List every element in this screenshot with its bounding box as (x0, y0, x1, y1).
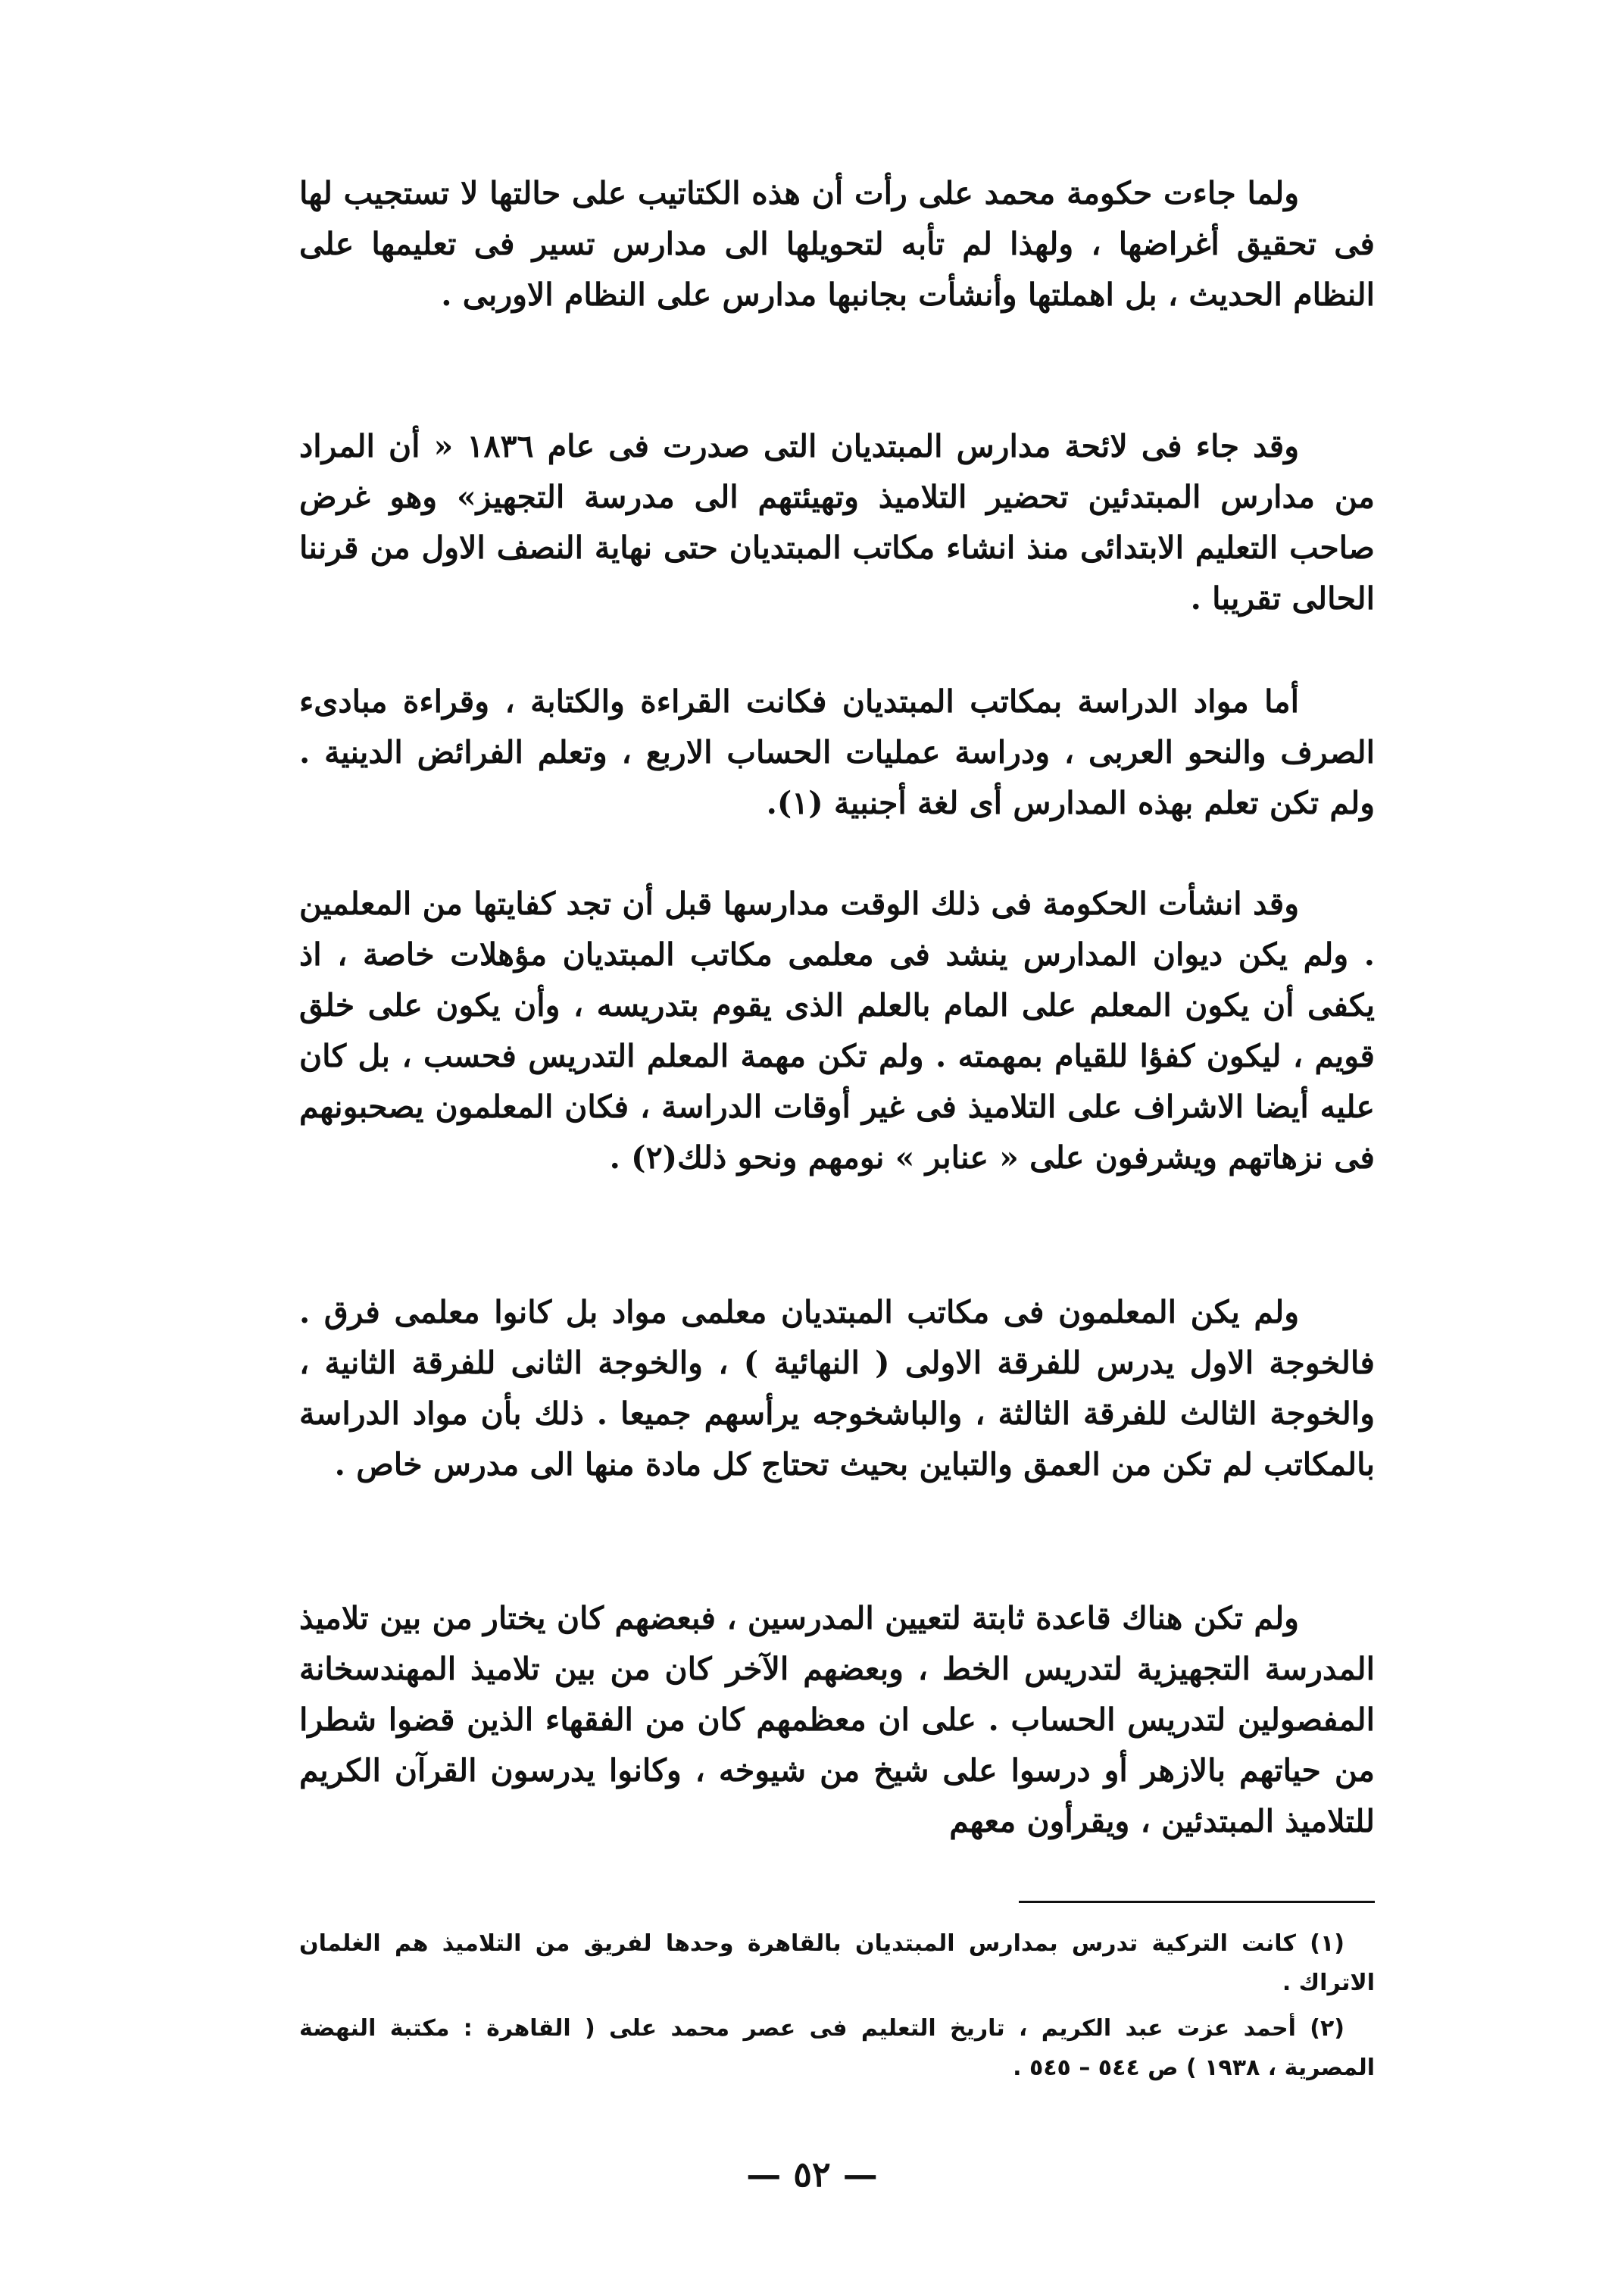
footnote-1: (١) كانت التركية تدرس بمدارس المبتديان بالقاهرة وحدها لفريق من التلاميذ هم الغلمان الاتراك . (299, 1930, 1375, 1996)
footnote-divider (1019, 1901, 1375, 1903)
paragraph-2: وقد جاء فى لائحة مدارس المبتديان التى صدرت فى عام ١٨٣٦ « أن المراد من مدارس المبتدئين تحضير التلاميذ وتهيئتهم الى مدرسة التجهيز» وهو غرض صاحب التعليم الابتدائى منذ انشاء مكاتب المبتديان حتى نهاية النصف الاول من قرننا الحالى تقريبا . (299, 428, 1375, 617)
paragraph-6: ولم تكن هناك قاعدة ثابتة لتعيين المدرسين ، فبعضهم كان يختار من بين تلاميذ المدرسة التجهيزية لتدريس الخط ، وبعضهم الآخر كان من بين تلاميذ المهندسخانة المفصولين لتدريس الحساب . على ان معظمهم كان من الفقهاء الذين قضوا شطرا من حياتهم بالازهر أو درسوا على شيخ من شيوخه ، وكانوا يدرسون القرآن الكريم للتلاميذ المبتدئين ، ويقرأون معهم (299, 1600, 1375, 1839)
paragraph-1: ولما جاءت حكومة محمد على رأت أن هذه الكتاتيب على حالتها لا تستجيب لها فى تحقيق أغراضها ، ولهذا لم تأبه لتحويلها الى مدارس تسير فى تعليمها على النظام الحديث ، بل اهملتها وأنشأت بجانبها مدارس على النظام الاوربى . (299, 175, 1375, 313)
page-number: — ٥٢ — (746, 2154, 878, 2195)
paragraph-3: أما مواد الدراسة بمكاتب المبتديان فكانت القراءة والكتابة ، وقراءة مبادىء الصرف والنحو العربى ، ودراسة عمليات الحساب الاربع ، وتعلم الفرائض الدينية . ولم تكن تعلم بهذه المدارس أى لغة أجنبية (١). (299, 683, 1375, 821)
paragraph-4: وقد انشأت الحكومة فى ذلك الوقت مدارسها قبل أن تجد كفايتها من المعلمين . ولم يكن ديوان المدارس ينشد فى معلمى مكاتب المبتديان مؤهلات خاصة ، اذ يكفى أن يكون المعلم على المام بالعلم الذى يقوم بتدريسه ، وأن يكون على خلق قويم ، ليكون كفؤا للقيام بمهمته . ولم تكن مهمة المعلم التدريس فحسب ، بل كان عليه أيضا الاشراف على التلاميذ فى غير أوقات الدراسة ، فكان المعلمون يصحبونهم فى نزهاتهم ويشرفون على « عنابر » نومهم ونحو ذلك(٢) . (299, 886, 1375, 1176)
footnote-2: (٢) أحمد عزت عبد الكريم ، تاريخ التعليم فى عصر محمد على ( القاهرة : مكتبة النهضة المصرية ، ١٩٣٨ ) ص ٥٤٤ – ٥٤٥ . (299, 2015, 1375, 2081)
paragraph-5: ولم يكن المعلمون فى مكاتب المبتديان معلمى مواد بل كانوا معلمى فرق . فالخوجة الاول يدرس للفرقة الاولى ( النهائية ) ، والخوجة الثانى للفرقة الثانية ، والخوجة الثالث للفرقة الثالثة ، والباشخوجه يرأسهم جميعا . ذلك بأن مواد الدراسة بالمكاتب لم تكن من العمق والتباين بحيث تحتاج كل مادة منها الى مدرس خاص . (299, 1294, 1375, 1483)
